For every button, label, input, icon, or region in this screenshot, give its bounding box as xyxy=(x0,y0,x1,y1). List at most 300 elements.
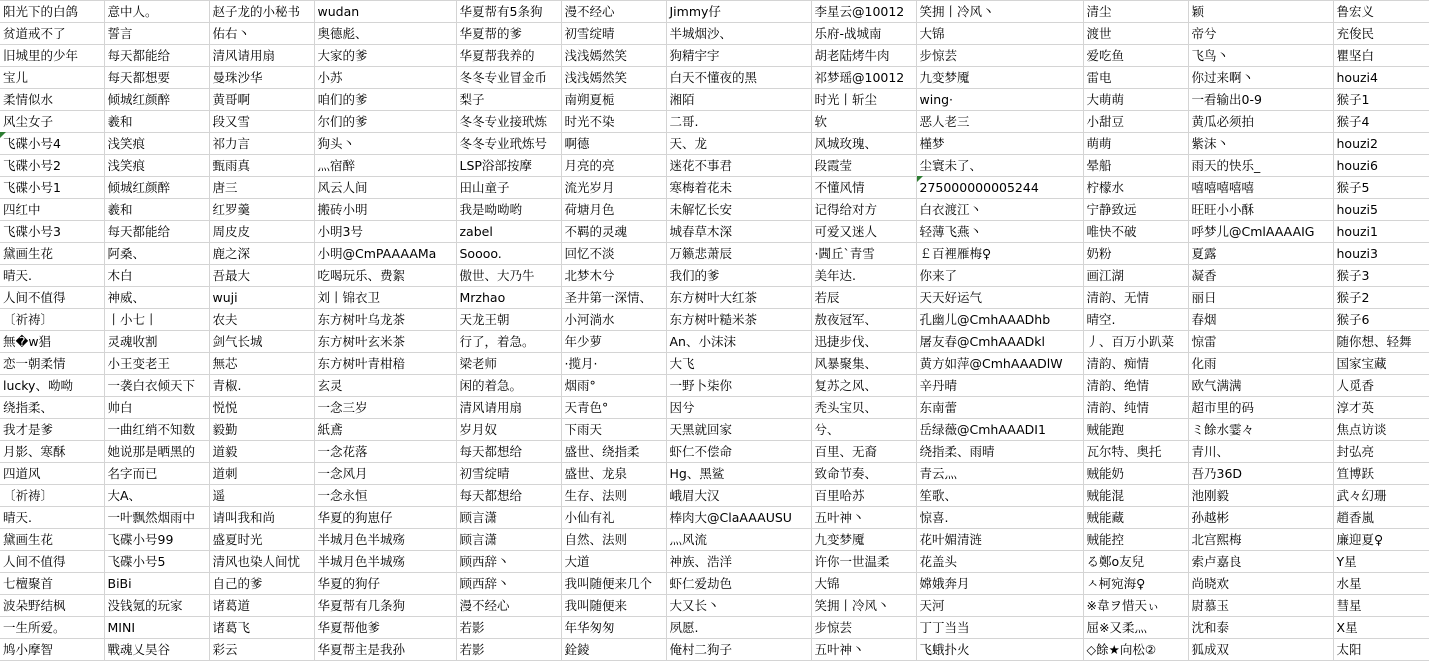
sheet-cell[interactable]: 二哥. xyxy=(666,111,811,133)
sheet-cell[interactable]: 诸葛飞 xyxy=(209,617,314,639)
sheet-cell[interactable]: 段霞莹 xyxy=(811,155,916,177)
sheet-cell[interactable]: 华夏的狗崽仔 xyxy=(314,507,456,529)
sheet-cell[interactable]: 神威、 xyxy=(104,287,209,309)
sheet-cell[interactable]: 欧气满满 xyxy=(1188,375,1333,397)
sheet-cell[interactable]: 尉慕玉 xyxy=(1188,595,1333,617)
sheet-cell[interactable]: 她说那是晒黑的 xyxy=(104,441,209,463)
sheet-cell[interactable]: 未解忆长安 xyxy=(666,199,811,221)
sheet-cell[interactable]: 槿梦 xyxy=(916,133,1083,155)
sheet-cell[interactable]: 飞碟小号4 xyxy=(0,133,104,155)
sheet-cell[interactable]: 吾乃36D xyxy=(1188,463,1333,485)
sheet-cell[interactable]: 若影 xyxy=(456,617,561,639)
sheet-cell[interactable]: 小明@CmPAAAAMa xyxy=(314,243,456,265)
sheet-cell[interactable]: 帝兮 xyxy=(1188,23,1333,45)
sheet-cell[interactable]: houzi1 xyxy=(1333,221,1429,243)
sheet-cell[interactable]: 祁梦瑶@10012 xyxy=(811,67,916,89)
sheet-cell[interactable]: 惊雷 xyxy=(1188,331,1333,353)
sheet-cell[interactable]: 年华匆匆 xyxy=(561,617,666,639)
sheet-cell[interactable]: 晴空. xyxy=(1083,309,1188,331)
sheet-cell[interactable]: 花盖头 xyxy=(916,551,1083,573)
sheet-cell[interactable]: 浅浅嫣然笑 xyxy=(561,67,666,89)
sheet-cell[interactable]: 木白 xyxy=(104,265,209,287)
sheet-cell[interactable]: 一看输出0-9 xyxy=(1188,89,1333,111)
sheet-cell[interactable]: 步惊芸 xyxy=(811,617,916,639)
sheet-cell[interactable]: 狗头丶 xyxy=(314,133,456,155)
sheet-cell[interactable]: 东方树叶大红茶 xyxy=(666,287,811,309)
sheet-cell[interactable]: ミ餘水霎々 xyxy=(1188,419,1333,441)
sheet-cell[interactable]: 剑气长城 xyxy=(209,331,314,353)
sheet-cell[interactable]: 凝香 xyxy=(1188,265,1333,287)
sheet-cell[interactable]: 兮、 xyxy=(811,419,916,441)
sheet-cell[interactable]: 绕指柔、 xyxy=(0,397,104,419)
sheet-cell[interactable]: 丁丁当当 xyxy=(916,617,1083,639)
sheet-cell[interactable]: 羲和 xyxy=(104,199,209,221)
sheet-cell[interactable]: 自然、法则 xyxy=(561,529,666,551)
sheet-cell[interactable]: 百里、无裔 xyxy=(811,441,916,463)
sheet-cell[interactable]: 秃头宝贝、 xyxy=(811,397,916,419)
sheet-cell[interactable]: 柔情似水 xyxy=(0,89,104,111)
sheet-cell[interactable]: 四道风 xyxy=(0,463,104,485)
sheet-cell[interactable]: ·閪丘`青雪 xyxy=(811,243,916,265)
sheet-cell[interactable]: 农夫 xyxy=(209,309,314,331)
sheet-cell[interactable]: 雷电 xyxy=(1083,67,1188,89)
sheet-cell[interactable]: 大飞 xyxy=(666,353,811,375)
sheet-cell[interactable]: 呼梦儿@CmlAAAAIG xyxy=(1188,221,1333,243)
sheet-cell[interactable]: 一曲红绡不知数 xyxy=(104,419,209,441)
sheet-cell[interactable]: 贼能奶 xyxy=(1083,463,1188,485)
sheet-cell[interactable]: 天青色° xyxy=(561,397,666,419)
sheet-cell[interactable]: 峨眉大汉 xyxy=(666,485,811,507)
sheet-cell[interactable]: 唐三 xyxy=(209,177,314,199)
sheet-cell[interactable]: 毅勤 xyxy=(209,419,314,441)
sheet-cell[interactable]: ￡百裡雁梅♀ xyxy=(916,243,1083,265)
sheet-cell[interactable]: 晴天. xyxy=(0,507,104,529)
sheet-cell[interactable]: 我是呦呦哟 xyxy=(456,199,561,221)
sheet-cell[interactable]: 飞碟小号2 xyxy=(0,155,104,177)
sheet-cell[interactable]: 尔们的爹 xyxy=(314,111,456,133)
sheet-cell[interactable]: 渡世 xyxy=(1083,23,1188,45)
sheet-cell[interactable]: 封弘亮 xyxy=(1333,441,1429,463)
sheet-cell[interactable]: 飞碟小号3 xyxy=(0,221,104,243)
sheet-cell[interactable]: 冬冬专业冒金币 xyxy=(456,67,561,89)
sheet-cell[interactable]: 盛夏时光 xyxy=(209,529,314,551)
sheet-cell[interactable]: 一叶飘然烟雨中 xyxy=(104,507,209,529)
sheet-cell[interactable]: 275000000005244 xyxy=(916,177,1083,199)
sheet-cell[interactable]: 猴子1 xyxy=(1333,89,1429,111)
sheet-cell[interactable]: 趙香嵐 xyxy=(1333,507,1429,529)
sheet-cell[interactable]: 田山童子 xyxy=(456,177,561,199)
sheet-cell[interactable]: 猴子3 xyxy=(1333,265,1429,287)
sheet-cell[interactable]: 〔祈祷〕 xyxy=(0,309,104,331)
sheet-cell[interactable]: 無�w猖 xyxy=(0,331,104,353)
sheet-cell[interactable]: 天龙王朝 xyxy=(456,309,561,331)
sheet-cell[interactable]: 飞蛾扑火 xyxy=(916,639,1083,661)
sheet-cell[interactable]: wing· xyxy=(916,89,1083,111)
sheet-cell[interactable]: 敖夜冠军、 xyxy=(811,309,916,331)
sheet-cell[interactable]: 雨天的快乐_ xyxy=(1188,155,1333,177)
sheet-cell[interactable]: 笪博跃 xyxy=(1333,463,1429,485)
sheet-cell[interactable]: 记得给对方 xyxy=(811,199,916,221)
sheet-cell[interactable]: 嘻嘻嘻嘻嘻 xyxy=(1188,177,1333,199)
sheet-cell[interactable]: 悦悦 xyxy=(209,397,314,419)
sheet-cell[interactable]: 岁月奴 xyxy=(456,419,561,441)
sheet-cell[interactable]: 流光岁月 xyxy=(561,177,666,199)
sheet-cell[interactable]: 华夏帮我养的 xyxy=(456,45,561,67)
sheet-cell[interactable]: 初雪绽晴 xyxy=(456,463,561,485)
sheet-cell[interactable]: 倾城红颜醉 xyxy=(104,89,209,111)
sheet-cell[interactable]: ◇餘★向松② xyxy=(1083,639,1188,661)
sheet-cell[interactable]: 漫不经心 xyxy=(456,595,561,617)
sheet-cell[interactable]: 我叫随便来 xyxy=(561,595,666,617)
sheet-cell[interactable]: 大又长丶 xyxy=(666,595,811,617)
sheet-cell[interactable]: 九变梦魇 xyxy=(916,67,1083,89)
sheet-cell[interactable]: 鸠小摩智 xyxy=(0,639,104,661)
sheet-cell[interactable]: 每天都想给 xyxy=(456,441,561,463)
sheet-cell[interactable]: 旧城里的少年 xyxy=(0,45,104,67)
sheet-cell[interactable]: 行了，着急。 xyxy=(456,331,561,353)
sheet-cell[interactable]: 梁老师 xyxy=(456,353,561,375)
sheet-cell[interactable]: 丿、百万小趴菜 xyxy=(1083,331,1188,353)
sheet-cell[interactable]: 祁力言 xyxy=(209,133,314,155)
sheet-cell[interactable]: 若影 xyxy=(456,639,561,661)
sheet-cell[interactable]: 迅捷步伐、 xyxy=(811,331,916,353)
sheet-cell[interactable]: 佑右丶 xyxy=(209,23,314,45)
sheet-cell[interactable]: 吾最大 xyxy=(209,265,314,287)
sheet-cell[interactable]: 爱吃鱼 xyxy=(1083,45,1188,67)
sheet-cell[interactable]: 一生所爱。 xyxy=(0,617,104,639)
sheet-cell[interactable]: 笑拥丨冷风丶 xyxy=(916,1,1083,23)
sheet-cell[interactable]: houzi5 xyxy=(1333,199,1429,221)
sheet-cell[interactable]: 南朔夏栀 xyxy=(561,89,666,111)
sheet-cell[interactable]: 一念三岁 xyxy=(314,397,456,419)
sheet-cell[interactable]: 夏露 xyxy=(1188,243,1333,265)
sheet-cell[interactable]: 年少萝 xyxy=(561,331,666,353)
sheet-cell[interactable]: 没钱氪的玩家 xyxy=(104,595,209,617)
sheet-cell[interactable]: Hg、黑鲨 xyxy=(666,463,811,485)
sheet-cell[interactable]: 飞碟小号1 xyxy=(0,177,104,199)
sheet-cell[interactable]: 誓言 xyxy=(104,23,209,45)
sheet-cell[interactable]: 孙越彬 xyxy=(1188,507,1333,529)
sheet-cell[interactable]: 小明3号 xyxy=(314,221,456,243)
sheet-cell[interactable]: 飞碟小号5 xyxy=(104,551,209,573)
sheet-cell[interactable]: 奶粉 xyxy=(1083,243,1188,265)
sheet-cell[interactable]: 每天都想要 xyxy=(104,67,209,89)
sheet-cell[interactable]: 风尘女子 xyxy=(0,111,104,133)
sheet-cell[interactable]: 半城烟沙、 xyxy=(666,23,811,45)
sheet-cell[interactable]: 华夏帮的爹 xyxy=(456,23,561,45)
sheet-cell[interactable]: 东方树叶糙米茶 xyxy=(666,309,811,331)
sheet-cell[interactable]: 清风也染人间忧 xyxy=(209,551,314,573)
sheet-cell[interactable]: 华夏帮他爹 xyxy=(314,617,456,639)
sheet-cell[interactable]: 周皮皮 xyxy=(209,221,314,243)
sheet-cell[interactable]: 大锦 xyxy=(811,573,916,595)
sheet-cell[interactable]: 清韵、无情 xyxy=(1083,287,1188,309)
sheet-cell[interactable]: 冬冬专业玳炼号 xyxy=(456,133,561,155)
sheet-cell[interactable]: 白衣渡江丶 xyxy=(916,199,1083,221)
sheet-cell[interactable]: 画江湖 xyxy=(1083,265,1188,287)
sheet-cell[interactable]: 乐府-战城南 xyxy=(811,23,916,45)
sheet-cell[interactable]: 顾西辞丶 xyxy=(456,551,561,573)
sheet-cell[interactable]: 焦点访谈 xyxy=(1333,419,1429,441)
sheet-cell[interactable]: houzi3 xyxy=(1333,243,1429,265)
sheet-cell[interactable]: 大道 xyxy=(561,551,666,573)
sheet-cell[interactable]: 萌萌 xyxy=(1083,133,1188,155)
sheet-cell[interactable]: X星 xyxy=(1333,617,1429,639)
sheet-cell[interactable]: 清尘 xyxy=(1083,1,1188,23)
sheet-cell[interactable]: 小甜豆 xyxy=(1083,111,1188,133)
sheet-cell[interactable]: 浅浅嫣然笑 xyxy=(561,45,666,67)
sheet-cell[interactable]: 奥德彪、 xyxy=(314,23,456,45)
sheet-cell[interactable]: 人觅香 xyxy=(1333,375,1429,397)
sheet-cell[interactable]: 初雪绽晴 xyxy=(561,23,666,45)
sheet-cell[interactable]: 一念永恒 xyxy=(314,485,456,507)
sheet-cell[interactable]: 傲世、大乃牛 xyxy=(456,265,561,287)
sheet-cell[interactable]: 贼能控 xyxy=(1083,529,1188,551)
sheet-cell[interactable]: 烟雨° xyxy=(561,375,666,397)
sheet-cell[interactable]: 月亮的亮 xyxy=(561,155,666,177)
sheet-cell[interactable]: 化雨 xyxy=(1188,353,1333,375)
sheet-cell[interactable]: 诸葛道 xyxy=(209,595,314,617)
sheet-cell[interactable]: 东南蕾 xyxy=(916,397,1083,419)
sheet-cell[interactable]: 可爱又迷人 xyxy=(811,221,916,243)
sheet-cell[interactable]: 漫不经心 xyxy=(561,1,666,23)
sheet-cell[interactable]: 戰魂乂昊谷 xyxy=(104,639,209,661)
sheet-cell[interactable]: 华夏帮有几条狗 xyxy=(314,595,456,617)
sheet-cell[interactable]: 惊喜. xyxy=(916,507,1083,529)
sheet-cell[interactable]: 恋一朝柔情 xyxy=(0,353,104,375)
sheet-cell[interactable]: 飞鸟丶 xyxy=(1188,45,1333,67)
sheet-cell[interactable]: 廉迎夏♀ xyxy=(1333,529,1429,551)
sheet-cell[interactable]: 孔幽儿@CmhAAADhb xyxy=(916,309,1083,331)
sheet-cell[interactable]: 贼能跑 xyxy=(1083,419,1188,441)
sheet-cell[interactable]: 夙愿. xyxy=(666,617,811,639)
sheet-cell[interactable]: ㅅ柯宛海♀ xyxy=(1083,573,1188,595)
sheet-cell[interactable]: 每天都想给 xyxy=(456,485,561,507)
sheet-cell[interactable]: houzi6 xyxy=(1333,155,1429,177)
sheet-cell[interactable]: 轻薄飞燕丶 xyxy=(916,221,1083,243)
sheet-cell[interactable]: 瓦尔特、奥托 xyxy=(1083,441,1188,463)
sheet-cell[interactable]: 时光丨斩尘 xyxy=(811,89,916,111)
sheet-cell[interactable]: 清韵、绝情 xyxy=(1083,375,1188,397)
sheet-cell[interactable]: 〔祈祷〕 xyxy=(0,485,104,507)
sheet-cell[interactable]: 淳才英 xyxy=(1333,397,1429,419)
sheet-cell[interactable]: 因兮 xyxy=(666,397,811,419)
sheet-cell[interactable]: lucky、呦呦 xyxy=(0,375,104,397)
sheet-cell[interactable]: houzi2 xyxy=(1333,133,1429,155)
sheet-cell[interactable]: 水星 xyxy=(1333,573,1429,595)
sheet-cell[interactable]: 寒梅着花未 xyxy=(666,177,811,199)
sheet-cell[interactable]: 国家宝藏 xyxy=(1333,353,1429,375)
sheet-cell[interactable]: 神族、浩洋 xyxy=(666,551,811,573)
sheet-cell[interactable]: 软 xyxy=(811,111,916,133)
sheet-cell[interactable]: 棒肉大@ClaAAAUSU xyxy=(666,507,811,529)
sheet-cell[interactable]: 下雨天 xyxy=(561,419,666,441)
sheet-cell[interactable]: 小苏 xyxy=(314,67,456,89)
sheet-cell[interactable]: 步惊芸 xyxy=(916,45,1083,67)
sheet-cell[interactable]: 白天不懂夜的黑 xyxy=(666,67,811,89)
sheet-cell[interactable]: 灬宿醉 xyxy=(314,155,456,177)
sheet-cell[interactable]: 宝儿 xyxy=(0,67,104,89)
sheet-cell[interactable]: 俺村二狗子 xyxy=(666,639,811,661)
sheet-cell[interactable]: 恶人老三 xyxy=(916,111,1083,133)
sheet-cell[interactable]: 天天好运气 xyxy=(916,287,1083,309)
sheet-cell[interactable]: 颖 xyxy=(1188,1,1333,23)
sheet-cell[interactable]: 不羁的灵魂 xyxy=(561,221,666,243)
sheet-cell[interactable]: 黛画生花 xyxy=(0,243,104,265)
sheet-cell[interactable]: 宁静致远 xyxy=(1083,199,1188,221)
sheet-cell[interactable]: 吃喝玩乐、费絮 xyxy=(314,265,456,287)
sheet-cell[interactable]: BiBi xyxy=(104,573,209,595)
sheet-cell[interactable]: 甄雨真 xyxy=(209,155,314,177)
sheet-cell[interactable]: 许你一世温柔 xyxy=(811,551,916,573)
sheet-cell[interactable]: 大锦 xyxy=(916,23,1083,45)
sheet-cell[interactable]: Y星 xyxy=(1333,551,1429,573)
sheet-cell[interactable]: 九变梦魇 xyxy=(811,529,916,551)
sheet-cell[interactable]: 李星云@10012 xyxy=(811,1,916,23)
sheet-cell[interactable]: 风城玫瑰、 xyxy=(811,133,916,155)
sheet-cell[interactable]: 狗精宇宇 xyxy=(666,45,811,67)
sheet-cell[interactable]: 瞿坚白 xyxy=(1333,45,1429,67)
sheet-cell[interactable]: 啊德 xyxy=(561,133,666,155)
sheet-cell[interactable]: 晕船 xyxy=(1083,155,1188,177)
sheet-cell[interactable]: 猴子6 xyxy=(1333,309,1429,331)
sheet-cell[interactable]: 丨小七丨 xyxy=(104,309,209,331)
sheet-cell[interactable]: 大A、 xyxy=(104,485,209,507)
sheet-cell[interactable]: 飞碟小号99 xyxy=(104,529,209,551)
sheet-cell[interactable]: 小王变老王 xyxy=(104,353,209,375)
sheet-cell[interactable]: 花叶媚清涟 xyxy=(916,529,1083,551)
sheet-cell[interactable]: 池刚毅 xyxy=(1188,485,1333,507)
sheet-cell[interactable]: 丽日 xyxy=(1188,287,1333,309)
sheet-cell[interactable]: 随你想、轻舞 xyxy=(1333,331,1429,353)
sheet-cell[interactable]: 时光不染 xyxy=(561,111,666,133)
sheet-cell[interactable]: 刘丨锦衣卫 xyxy=(314,287,456,309)
sheet-cell[interactable]: 盛世、绕指柔 xyxy=(561,441,666,463)
sheet-cell[interactable]: 华夏帮有5条狗 xyxy=(456,1,561,23)
sheet-cell[interactable]: 猴子2 xyxy=(1333,287,1429,309)
sheet-cell[interactable]: 清韵、痴情 xyxy=(1083,353,1188,375)
sheet-cell[interactable]: 自己的爹 xyxy=(209,573,314,595)
sheet-cell[interactable]: 羲和 xyxy=(104,111,209,133)
sheet-cell[interactable]: 请叫我和尚 xyxy=(209,507,314,529)
sheet-cell[interactable]: 意中人。 xyxy=(104,1,209,23)
sheet-cell[interactable]: 风云人间 xyxy=(314,177,456,199)
sheet-cell[interactable]: 尚晓欢 xyxy=(1188,573,1333,595)
sheet-cell[interactable]: 唯快不破 xyxy=(1083,221,1188,243)
sheet-cell[interactable]: wuji xyxy=(209,287,314,309)
sheet-cell[interactable]: 若辰 xyxy=(811,287,916,309)
sheet-cell[interactable]: 虾仁不偿命 xyxy=(666,441,811,463)
sheet-cell[interactable]: 清风请用扇 xyxy=(209,45,314,67)
sheet-cell[interactable]: 北梦木兮 xyxy=(561,265,666,287)
sheet-cell[interactable]: 清韵、纯情 xyxy=(1083,397,1188,419)
sheet-cell[interactable]: 顾言潇 xyxy=(456,529,561,551)
sheet-cell[interactable]: 尘寰未了、 xyxy=(916,155,1083,177)
sheet-cell[interactable]: 万籁悲萧辰 xyxy=(666,243,811,265)
sheet-cell[interactable]: 晴天. xyxy=(0,265,104,287)
sheet-cell[interactable]: Mrzhao xyxy=(456,287,561,309)
sheet-cell[interactable]: 不懂风情 xyxy=(811,177,916,199)
sheet-cell[interactable]: 风暴聚集、 xyxy=(811,353,916,375)
sheet-cell[interactable]: 华夏帮主是我孙 xyxy=(314,639,456,661)
sheet-cell[interactable]: 黄瓜必须拍 xyxy=(1188,111,1333,133)
sheet-cell[interactable]: 太阳 xyxy=(1333,639,1429,661)
sheet-cell[interactable]: 春烟 xyxy=(1188,309,1333,331)
sheet-cell[interactable]: 一念风月 xyxy=(314,463,456,485)
sheet-cell[interactable]: 無芯 xyxy=(209,353,314,375)
sheet-cell[interactable]: 红罗羹 xyxy=(209,199,314,221)
sheet-cell[interactable]: 笙歌、 xyxy=(916,485,1083,507)
sheet-cell[interactable]: 闲的着急。 xyxy=(456,375,561,397)
sheet-cell[interactable]: 青川、 xyxy=(1188,441,1333,463)
sheet-cell[interactable]: 灬风流 xyxy=(666,529,811,551)
sheet-cell[interactable]: 每天都能给 xyxy=(104,221,209,243)
sheet-cell[interactable]: 回忆不淡 xyxy=(561,243,666,265)
sheet-cell[interactable]: 曼珠沙华 xyxy=(209,67,314,89)
sheet-cell[interactable]: 大萌萌 xyxy=(1083,89,1188,111)
sheet-cell[interactable]: Soooo. xyxy=(456,243,561,265)
sheet-cell[interactable]: 天黑就回家 xyxy=(666,419,811,441)
sheet-cell[interactable]: 阿桑、 xyxy=(104,243,209,265)
sheet-cell[interactable]: 致命节奏、 xyxy=(811,463,916,485)
sheet-cell[interactable]: 人间不值得 xyxy=(0,551,104,573)
sheet-cell[interactable]: 紫沫丶 xyxy=(1188,133,1333,155)
sheet-cell[interactable]: 华夏的狗仔 xyxy=(314,573,456,595)
sheet-cell[interactable]: 小仙有礼 xyxy=(561,507,666,529)
sheet-cell[interactable]: 青云灬 xyxy=(916,463,1083,485)
sheet-cell[interactable]: 段又雪 xyxy=(209,111,314,133)
sheet-cell[interactable]: 小河淌水 xyxy=(561,309,666,331)
sheet-cell[interactable]: 黄方如萍@CmhAAADlW xyxy=(916,353,1083,375)
sheet-cell[interactable]: 东方树叶乌龙茶 xyxy=(314,309,456,331)
sheet-cell[interactable]: ·揽月· xyxy=(561,353,666,375)
sheet-cell[interactable]: 五叶神丶 xyxy=(811,507,916,529)
sheet-cell[interactable]: 七檀聚首 xyxy=(0,573,104,595)
sheet-cell[interactable]: 绕指柔、雨晴 xyxy=(916,441,1083,463)
sheet-cell[interactable]: 美年达. xyxy=(811,265,916,287)
sheet-cell[interactable]: zabel xyxy=(456,221,561,243)
sheet-cell[interactable]: 百里哈苏 xyxy=(811,485,916,507)
sheet-cell[interactable]: 浅笑痕 xyxy=(104,155,209,177)
sheet-cell[interactable]: 辛丹晴 xyxy=(916,375,1083,397)
sheet-cell[interactable]: 每天都能给 xyxy=(104,45,209,67)
sheet-cell[interactable]: 天、龙 xyxy=(666,133,811,155)
sheet-cell[interactable]: 彩云 xyxy=(209,639,314,661)
sheet-cell[interactable]: MINI xyxy=(104,617,209,639)
sheet-cell[interactable]: 顾言潇 xyxy=(456,507,561,529)
sheet-cell[interactable]: 笑拥丨冷风丶 xyxy=(811,595,916,617)
sheet-cell[interactable]: 倾城红颜醉 xyxy=(104,177,209,199)
sheet-cell[interactable]: 道刺 xyxy=(209,463,314,485)
sheet-cell[interactable]: 半城月色半城殇 xyxy=(314,551,456,573)
sheet-cell[interactable]: 一野卜柒你 xyxy=(666,375,811,397)
sheet-cell[interactable]: 玄灵 xyxy=(314,375,456,397)
sheet-cell[interactable]: 充俊民 xyxy=(1333,23,1429,45)
sheet-cell[interactable]: る鄭o友兒 xyxy=(1083,551,1188,573)
sheet-cell[interactable]: 胡老陆烤牛肉 xyxy=(811,45,916,67)
sheet-cell[interactable]: 紙鳶 xyxy=(314,419,456,441)
sheet-cell[interactable]: 迷花不事君 xyxy=(666,155,811,177)
sheet-cell[interactable]: houzi4 xyxy=(1333,67,1429,89)
sheet-cell[interactable]: 狐成双 xyxy=(1188,639,1333,661)
sheet-cell[interactable]: wudan xyxy=(314,1,456,23)
sheet-cell[interactable]: 浅笑痕 xyxy=(104,133,209,155)
sheet-cell[interactable]: 你来了 xyxy=(916,265,1083,287)
sheet-cell[interactable]: 贼能混 xyxy=(1083,485,1188,507)
sheet-cell[interactable]: 一念花落 xyxy=(314,441,456,463)
sheet-cell[interactable]: 五叶神丶 xyxy=(811,639,916,661)
sheet-cell[interactable]: 黄哥啊 xyxy=(209,89,314,111)
